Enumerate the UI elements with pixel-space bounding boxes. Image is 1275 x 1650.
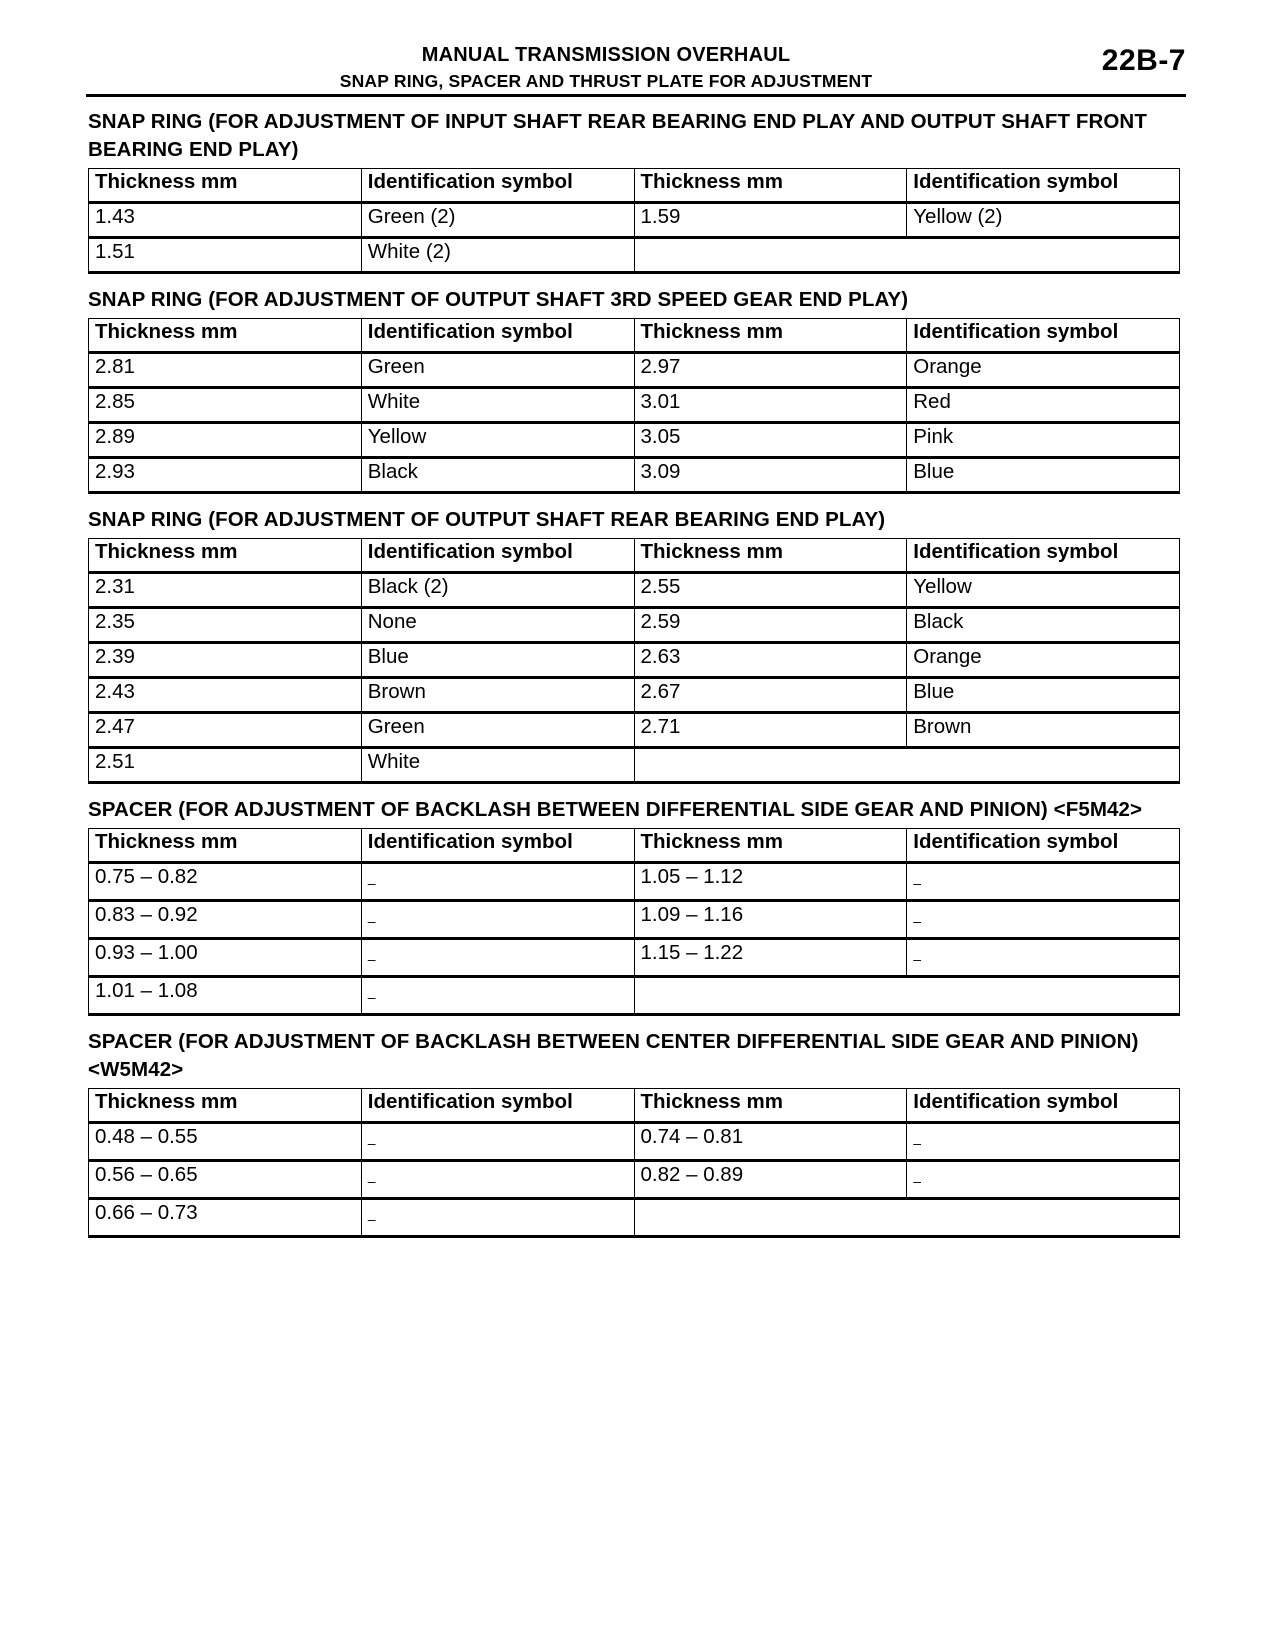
symbol-value: Orange (913, 645, 982, 668)
column-header-thickness: Thickness mm (89, 319, 362, 353)
thickness-value: 2.39 (95, 645, 135, 668)
cell-symbol (361, 977, 634, 1015)
thickness-value: 2.59 (640, 610, 681, 633)
cell-symbol (907, 458, 1180, 493)
section-title: SNAP RING (FOR ADJUSTMENT OF INPUT SHAFT REAR BEARING END PLAY AND OUTPUT SHAFT FRONT BEARING END PLAY) (88, 110, 1147, 161)
table-row (89, 238, 1180, 273)
cell-symbol (907, 713, 1180, 748)
table-header-row (89, 319, 1180, 353)
column-header-thickness: Thickness mm (89, 1089, 362, 1123)
table-row (89, 1123, 1180, 1161)
thickness-value: 1.15 – 1.22 (640, 941, 744, 964)
cell-thickness (634, 573, 907, 608)
column-header-symbol: Identification symbol (361, 539, 634, 573)
spec-table (88, 318, 1180, 494)
symbol-value: White (2) (367, 240, 451, 263)
header-subtitle: SNAP RING, SPACER AND THRUST PLATE FOR ADJUSTMENT (339, 71, 873, 91)
symbol-value: White (367, 390, 421, 413)
cell-symbol (361, 573, 634, 608)
thickness-value: 0.48 – 0.55 (95, 1125, 198, 1148)
cell-symbol (907, 939, 1180, 977)
symbol-value: Yellow (2) (913, 205, 1003, 228)
table-row (89, 353, 1180, 388)
thickness-value: 2.35 (95, 610, 135, 633)
symbol-value: – (367, 951, 376, 967)
thickness-value: 3.05 (640, 425, 681, 448)
symbol-value: Green (367, 715, 425, 738)
cell-symbol (907, 1161, 1180, 1199)
cell-symbol (361, 608, 634, 643)
cell-thickness (89, 238, 362, 273)
cell-thickness (89, 388, 362, 423)
thickness-value: 3.09 (640, 460, 681, 483)
page-number: 22B-7 (1101, 44, 1186, 77)
symbol-value: – (367, 913, 376, 929)
table-header-row (89, 1089, 1180, 1123)
thickness-value: 1.51 (95, 240, 135, 263)
symbol-value: Pink (913, 425, 954, 448)
cell-symbol (361, 388, 634, 423)
cell-symbol (361, 423, 634, 458)
cell-symbol (361, 863, 634, 901)
cell-thickness (89, 863, 362, 901)
table-row (89, 901, 1180, 939)
cell-thickness (634, 901, 907, 939)
cell-symbol (907, 423, 1180, 458)
section-title: SPACER (FOR ADJUSTMENT OF BACKLASH BETWEEN DIFFERENTIAL SIDE GEAR AND PINION) <F5M42> (88, 798, 1143, 821)
cell-thickness (634, 1161, 907, 1199)
cell-thickness (89, 901, 362, 939)
column-header-thickness: Thickness mm (634, 829, 907, 863)
cell-symbol (361, 1123, 634, 1161)
cell-symbol (361, 678, 634, 713)
thickness-value: 0.75 – 0.82 (95, 865, 198, 888)
cell-thickness (634, 1123, 907, 1161)
column-header-thickness: Thickness mm (634, 1089, 907, 1123)
cell-symbol (361, 939, 634, 977)
symbol-value: – (913, 1173, 922, 1189)
symbol-value: White (367, 750, 421, 773)
cell-symbol (361, 1161, 634, 1199)
symbol-value: – (367, 875, 376, 891)
cell-symbol (907, 678, 1180, 713)
cell-thickness (634, 713, 907, 748)
cell-symbol (361, 643, 634, 678)
cell-thickness (634, 353, 907, 388)
cell-thickness (634, 388, 907, 423)
cell-thickness (89, 1199, 362, 1237)
thickness-value: 1.05 – 1.12 (640, 865, 744, 888)
thickness-value: 1.59 (640, 205, 681, 228)
cell-thickness (89, 423, 362, 458)
symbol-value: – (367, 1173, 376, 1189)
table-row (89, 748, 1180, 783)
column-header-symbol: Identification symbol (907, 539, 1180, 573)
cell-thickness (89, 573, 362, 608)
spec-table (88, 168, 1180, 274)
symbol-value: – (913, 913, 922, 929)
cell-symbol (907, 863, 1180, 901)
cell-symbol (361, 203, 634, 238)
symbol-value: Orange (913, 355, 982, 378)
cell-symbol (907, 643, 1180, 678)
cell-symbol (907, 1123, 1180, 1161)
table-row (89, 608, 1180, 643)
symbol-value: Blue (913, 460, 955, 483)
column-header-symbol: Identification symbol (907, 829, 1180, 863)
symbol-value: – (367, 1135, 376, 1151)
thickness-value: 2.97 (640, 355, 681, 378)
cell-thickness (89, 939, 362, 977)
table-row (89, 863, 1180, 901)
cell-thickness (89, 353, 362, 388)
symbol-value: – (367, 1211, 376, 1227)
thickness-value: 2.71 (640, 715, 681, 738)
symbol-value: Green (367, 355, 425, 378)
column-header-thickness: Thickness mm (634, 539, 907, 573)
cell-thickness (89, 678, 362, 713)
spec-table (88, 538, 1180, 784)
cell-symbol (907, 388, 1180, 423)
thickness-value: 3.01 (640, 390, 681, 413)
cell-thickness (89, 458, 362, 493)
column-header-thickness: Thickness mm (89, 829, 362, 863)
table-row (89, 678, 1180, 713)
spec-table (88, 828, 1180, 1016)
section-title: SNAP RING (FOR ADJUSTMENT OF OUTPUT SHAFT 3RD SPEED GEAR END PLAY) (88, 288, 909, 311)
cell-thickness (89, 643, 362, 678)
column-header-symbol: Identification symbol (361, 169, 634, 203)
cell-thickness (89, 977, 362, 1015)
thickness-value: 0.74 – 0.81 (640, 1125, 744, 1148)
symbol-value: – (913, 1135, 922, 1151)
cell-thickness (634, 678, 907, 713)
cell-thickness (634, 238, 1180, 273)
thickness-value: 0.66 – 0.73 (95, 1201, 198, 1224)
symbol-value: Brown (367, 680, 426, 703)
thickness-value: 2.43 (95, 680, 135, 703)
page-header (86, 40, 1186, 97)
thickness-value: 2.47 (95, 715, 135, 738)
column-header-thickness: Thickness mm (89, 539, 362, 573)
cell-thickness (89, 608, 362, 643)
symbol-value: Red (913, 390, 951, 413)
table-row (89, 643, 1180, 678)
cell-thickness (634, 643, 907, 678)
cell-thickness (89, 713, 362, 748)
thickness-value: 0.83 – 0.92 (95, 903, 198, 926)
symbol-value: – (913, 875, 922, 891)
symbol-value: Green (2) (367, 205, 456, 228)
cell-thickness (634, 748, 1180, 783)
symbol-value: Yellow (913, 575, 972, 598)
table-row (89, 977, 1180, 1015)
thickness-value: 2.81 (95, 355, 135, 378)
symbol-value: None (367, 610, 417, 633)
column-header-symbol: Identification symbol (907, 319, 1180, 353)
thickness-value: 0.82 – 0.89 (640, 1163, 744, 1186)
thickness-value: 2.93 (95, 460, 135, 483)
table-header-row (89, 829, 1180, 863)
thickness-value: 2.63 (640, 645, 681, 668)
cell-symbol (361, 713, 634, 748)
column-header-thickness: Thickness mm (634, 169, 907, 203)
thickness-value: 0.56 – 0.65 (95, 1163, 198, 1186)
cell-symbol (907, 608, 1180, 643)
symbol-value: – (367, 989, 376, 1005)
cell-thickness (89, 203, 362, 238)
cell-symbol (361, 1199, 634, 1237)
symbol-value: Black (2) (367, 575, 449, 598)
cell-symbol (361, 748, 634, 783)
cell-symbol (361, 901, 634, 939)
column-header-symbol: Identification symbol (361, 829, 634, 863)
table-row (89, 458, 1180, 493)
cell-symbol (361, 353, 634, 388)
symbol-value: Brown (913, 715, 972, 738)
table-row (89, 1199, 1180, 1237)
cell-thickness (634, 423, 907, 458)
spec-table (88, 1088, 1180, 1238)
section-title: SNAP RING (FOR ADJUSTMENT OF OUTPUT SHAFT REAR BEARING END PLAY) (88, 508, 886, 531)
column-header-symbol: Identification symbol (907, 169, 1180, 203)
thickness-value: 1.43 (95, 205, 135, 228)
cell-thickness (89, 1123, 362, 1161)
symbol-value: Yellow (367, 425, 427, 448)
thickness-value: 2.85 (95, 390, 135, 413)
cell-thickness (634, 608, 907, 643)
section-title: SPACER (FOR ADJUSTMENT OF BACKLASH BETWEEN CENTER DIFFERENTIAL SIDE GEAR AND PINION) <W5M42> (88, 1030, 1139, 1081)
cell-symbol (907, 203, 1180, 238)
symbol-value: Black (913, 610, 964, 633)
column-header-symbol: Identification symbol (361, 319, 634, 353)
cell-thickness (634, 977, 1180, 1015)
thickness-value: 0.93 – 1.00 (95, 941, 198, 964)
thickness-value: 2.67 (640, 680, 681, 703)
cell-thickness (634, 863, 907, 901)
column-header-symbol: Identification symbol (361, 1089, 634, 1123)
thickness-value: 2.55 (640, 575, 681, 598)
symbol-value: Black (367, 460, 418, 483)
thickness-value: 1.01 – 1.08 (95, 979, 198, 1002)
table-row (89, 1161, 1180, 1199)
table-row (89, 423, 1180, 458)
symbol-value: Blue (367, 645, 409, 668)
table-header-row (89, 539, 1180, 573)
column-header-thickness: Thickness mm (634, 319, 907, 353)
cell-symbol (361, 458, 634, 493)
thickness-value: 2.51 (95, 750, 135, 773)
header-title: MANUAL TRANSMISSION OVERHAUL (421, 44, 791, 66)
page-content (88, 108, 1182, 1250)
thickness-value: 1.09 – 1.16 (640, 903, 744, 926)
thickness-value: 2.89 (95, 425, 135, 448)
symbol-value: Blue (913, 680, 955, 703)
cell-thickness (634, 939, 907, 977)
cell-thickness (634, 203, 907, 238)
cell-symbol (907, 901, 1180, 939)
table-row (89, 713, 1180, 748)
cell-thickness (634, 458, 907, 493)
table-row (89, 388, 1180, 423)
table-row (89, 573, 1180, 608)
column-header-symbol: Identification symbol (907, 1089, 1180, 1123)
cell-symbol (907, 353, 1180, 388)
cell-thickness (89, 748, 362, 783)
column-header-thickness: Thickness mm (89, 169, 362, 203)
table-row (89, 203, 1180, 238)
symbol-value: – (913, 951, 922, 967)
table-row (89, 939, 1180, 977)
cell-thickness (634, 1199, 1180, 1237)
cell-thickness (89, 1161, 362, 1199)
cell-symbol (361, 238, 634, 273)
thickness-value: 2.31 (95, 575, 135, 598)
cell-symbol (907, 573, 1180, 608)
table-header-row (89, 169, 1180, 203)
